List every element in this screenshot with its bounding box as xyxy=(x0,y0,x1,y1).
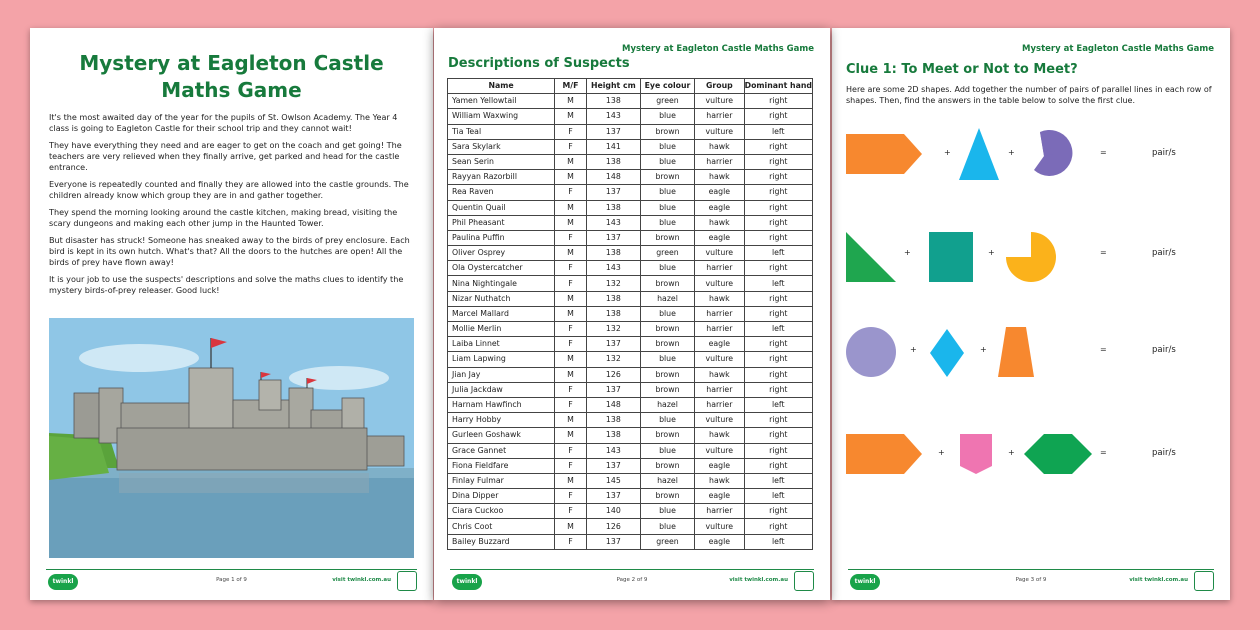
table-cell: harrier xyxy=(695,322,744,337)
column-header: Height cm xyxy=(586,79,640,94)
table-cell: brown xyxy=(640,230,694,245)
table-cell: F xyxy=(555,261,587,276)
table-cell: M xyxy=(555,215,587,230)
table-cell: right xyxy=(744,413,812,428)
table-cell: 137 xyxy=(586,534,640,549)
column-header: Name xyxy=(448,79,555,94)
table-cell: right xyxy=(744,382,812,397)
table-cell: eagle xyxy=(695,489,744,504)
table-cell: brown xyxy=(640,322,694,337)
plus-sign: + xyxy=(944,148,951,157)
page-2 xyxy=(434,28,830,600)
table-cell: Oliver Osprey xyxy=(448,246,555,261)
table-row xyxy=(448,473,813,488)
table-cell: M xyxy=(555,94,587,109)
table-cell: right xyxy=(744,154,812,169)
story-paragraph: It is your job to use the suspects' descriptions and solve the maths clues to identify the mystery birds-of-prey releaser. Good luck! xyxy=(49,274,404,295)
table-cell: brown xyxy=(640,489,694,504)
table-cell: right xyxy=(744,185,812,200)
table-cell: 145 xyxy=(586,473,640,488)
table-row xyxy=(448,397,813,412)
table-cell: blue xyxy=(640,215,694,230)
table-row xyxy=(448,276,813,291)
quality-badge-icon xyxy=(794,571,814,591)
table-row xyxy=(448,185,813,200)
table-cell: vulture xyxy=(695,352,744,367)
table-cell: 137 xyxy=(586,458,640,473)
table-cell: right xyxy=(744,519,812,534)
table-cell: 140 xyxy=(586,504,640,519)
twinkl-logo: twinkl xyxy=(452,574,482,590)
table-cell: F xyxy=(555,139,587,154)
table-cell: brown xyxy=(640,458,694,473)
table-cell: right xyxy=(744,504,812,519)
table-cell: hawk xyxy=(695,473,744,488)
table-cell: right xyxy=(744,170,812,185)
table-cell: F xyxy=(555,382,587,397)
table-cell: blue xyxy=(640,504,694,519)
table-row xyxy=(448,458,813,473)
circle-shape xyxy=(846,327,896,377)
column-header: M/F xyxy=(555,79,587,94)
table-cell: Mollie Merlin xyxy=(448,322,555,337)
table-cell: right xyxy=(744,261,812,276)
table-cell: 143 xyxy=(586,261,640,276)
table-row xyxy=(448,246,813,261)
table-cell: M xyxy=(555,306,587,321)
page-footer xyxy=(450,569,814,592)
table-cell: M xyxy=(555,291,587,306)
table-cell: F xyxy=(555,397,587,412)
table-cell: 126 xyxy=(586,367,640,382)
shape-row xyxy=(832,228,1230,288)
table-cell: Ola Oystercatcher xyxy=(448,261,555,276)
table-cell: green xyxy=(640,246,694,261)
table-cell: Tia Teal xyxy=(448,124,555,139)
table-cell: Harry Hobby xyxy=(448,413,555,428)
rhombus-shape xyxy=(930,329,964,377)
table-cell: Paulina Puffin xyxy=(448,230,555,245)
table-cell: hawk xyxy=(695,428,744,443)
table-cell: F xyxy=(555,276,587,291)
table-cell: 138 xyxy=(586,306,640,321)
table-cell: F xyxy=(555,124,587,139)
castle-illustration xyxy=(49,318,414,558)
table-cell: Rea Raven xyxy=(448,185,555,200)
table-cell: hawk xyxy=(695,291,744,306)
table-row xyxy=(448,428,813,443)
table-cell: M xyxy=(555,246,587,261)
table-row xyxy=(448,261,813,276)
triangle-shape xyxy=(959,128,999,180)
table-row xyxy=(448,306,813,321)
table-cell: blue xyxy=(640,200,694,215)
table-cell: F xyxy=(555,489,587,504)
table-cell: right xyxy=(744,291,812,306)
table-cell: F xyxy=(555,458,587,473)
table-cell: harrier xyxy=(695,382,744,397)
table-cell: 137 xyxy=(586,124,640,139)
table-cell: 137 xyxy=(586,489,640,504)
table-row xyxy=(448,382,813,397)
suspects-table-body xyxy=(448,94,813,550)
table-cell: M xyxy=(555,473,587,488)
table-row xyxy=(448,215,813,230)
table-cell: brown xyxy=(640,428,694,443)
table-cell: 138 xyxy=(586,291,640,306)
pentagon-shape xyxy=(960,434,992,474)
suspects-table xyxy=(447,78,813,550)
table-row xyxy=(448,367,813,382)
table-cell: Gurleen Goshawk xyxy=(448,428,555,443)
table-cell: Laiba Linnet xyxy=(448,337,555,352)
table-cell: right xyxy=(744,215,812,230)
page-footer xyxy=(848,569,1214,592)
story-text xyxy=(49,112,414,302)
table-cell: Chris Coot xyxy=(448,519,555,534)
table-cell: left xyxy=(744,397,812,412)
table-row xyxy=(448,200,813,215)
table-cell: left xyxy=(744,124,812,139)
table-cell: 132 xyxy=(586,322,640,337)
table-cell: blue xyxy=(640,154,694,169)
table-cell: 138 xyxy=(586,94,640,109)
table-cell: M xyxy=(555,200,587,215)
hexagon-shape xyxy=(1024,434,1092,474)
table-cell: 148 xyxy=(586,397,640,412)
table-cell: green xyxy=(640,534,694,549)
quality-badge-icon xyxy=(1194,571,1214,591)
page-footer xyxy=(46,569,417,592)
page-header: Mystery at Eagleton Castle Maths Game xyxy=(622,44,814,54)
table-cell: hazel xyxy=(640,473,694,488)
table-cell: M xyxy=(555,154,587,169)
story-paragraph: They spend the morning looking around the castle kitchen, making bread, visiting the scary dungeons and making each other jump in the Haunted Tower. xyxy=(49,207,398,228)
table-cell: vulture xyxy=(695,94,744,109)
table-cell: blue xyxy=(640,443,694,458)
table-cell: right xyxy=(744,306,812,321)
table-cell: right xyxy=(744,352,812,367)
table-row xyxy=(448,124,813,139)
table-cell: F xyxy=(555,443,587,458)
table-row xyxy=(448,154,813,169)
table-cell: Grace Gannet xyxy=(448,443,555,458)
table-cell: vulture xyxy=(695,443,744,458)
equals-sign: = xyxy=(1100,448,1107,457)
plus-sign: + xyxy=(980,345,987,354)
story-paragraph: Everyone is repeatedly counted and finally they are allowed into the castle grounds. The children already know which group they are in and gather together. xyxy=(49,179,409,200)
table-cell: 137 xyxy=(586,382,640,397)
answer-pairs-label: pair/s xyxy=(1152,148,1176,158)
clue-title: Clue 1: To Meet or Not to Meet? xyxy=(846,62,1078,77)
table-cell: left xyxy=(744,489,812,504)
table-cell: blue xyxy=(640,519,694,534)
table-cell: harrier xyxy=(695,261,744,276)
shape-row xyxy=(832,428,1230,488)
page-number: Page 3 of 9 xyxy=(1015,577,1047,583)
table-row xyxy=(448,504,813,519)
pentagon-arrow-shape xyxy=(846,434,922,474)
column-header: Group xyxy=(695,79,744,94)
table-cell: right xyxy=(744,109,812,124)
story-paragraph: But disaster has struck! Someone has sneaked away to the birds of prey enclosure. Each bird is kept in its own hutch. What's that? All the doors to the hutches are open! All the birds of prey have flown away! xyxy=(49,235,410,267)
table-cell: hawk xyxy=(695,170,744,185)
table-cell: left xyxy=(744,246,812,261)
equals-sign: = xyxy=(1100,345,1107,354)
table-cell: vulture xyxy=(695,246,744,261)
table-cell: F xyxy=(555,230,587,245)
table-cell: 138 xyxy=(586,413,640,428)
table-cell: left xyxy=(744,534,812,549)
table-cell: eagle xyxy=(695,458,744,473)
shape-row xyxy=(832,325,1230,385)
table-cell: hazel xyxy=(640,397,694,412)
table-cell: 132 xyxy=(586,352,640,367)
table-cell: 148 xyxy=(586,170,640,185)
table-row xyxy=(448,109,813,124)
table-cell: 141 xyxy=(586,139,640,154)
table-cell: brown xyxy=(640,337,694,352)
trapezium-shape xyxy=(998,327,1034,377)
plus-sign: + xyxy=(910,345,917,354)
story-paragraph: They have everything they need and are eager to get on the coach and get going! The teachers are very relieved when they finally arrive, get parked and head for the castle entrance. xyxy=(49,140,402,172)
table-cell: left xyxy=(744,473,812,488)
table-cell: Sean Serin xyxy=(448,154,555,169)
table-cell: Bailey Buzzard xyxy=(448,534,555,549)
table-cell: Finlay Fulmar xyxy=(448,473,555,488)
table-cell: Dina Dipper xyxy=(448,489,555,504)
table-cell: hawk xyxy=(695,367,744,382)
table-cell: M xyxy=(555,109,587,124)
table-cell: brown xyxy=(640,124,694,139)
table-cell: Rayyan Razorbill xyxy=(448,170,555,185)
table-cell: green xyxy=(640,94,694,109)
table-cell: blue xyxy=(640,261,694,276)
table-cell: Sara Skylark xyxy=(448,139,555,154)
table-cell: vulture xyxy=(695,124,744,139)
answer-pairs-label: pair/s xyxy=(1152,345,1176,355)
table-cell: M xyxy=(555,428,587,443)
answer-pairs-label: pair/s xyxy=(1152,448,1176,458)
table-cell: Ciara Cuckoo xyxy=(448,504,555,519)
table-cell: Quentin Quail xyxy=(448,200,555,215)
table-cell: vulture xyxy=(695,413,744,428)
table-cell: Yamen Yellowtail xyxy=(448,94,555,109)
page-number: Page 2 of 9 xyxy=(616,577,648,583)
table-cell: F xyxy=(555,504,587,519)
section-heading: Descriptions of Suspects xyxy=(448,56,630,71)
table-cell: F xyxy=(555,185,587,200)
page-header: Mystery at Eagleton Castle Maths Game xyxy=(1022,44,1214,54)
table-cell: brown xyxy=(640,367,694,382)
table-row xyxy=(448,519,813,534)
right-triangle-shape xyxy=(846,232,896,282)
table-cell: blue xyxy=(640,139,694,154)
table-cell: brown xyxy=(640,276,694,291)
table-cell: 137 xyxy=(586,337,640,352)
pentagon-arrow-shape xyxy=(846,134,922,174)
table-cell: Fiona Fieldfare xyxy=(448,458,555,473)
table-cell: brown xyxy=(640,170,694,185)
table-cell: Nina Nightingale xyxy=(448,276,555,291)
table-cell: left xyxy=(744,322,812,337)
table-cell: blue xyxy=(640,109,694,124)
table-cell: Julia Jackdaw xyxy=(448,382,555,397)
table-cell: Nizar Nuthatch xyxy=(448,291,555,306)
table-cell: 132 xyxy=(586,276,640,291)
table-row xyxy=(448,352,813,367)
column-header: Eye colour xyxy=(640,79,694,94)
table-cell: eagle xyxy=(695,230,744,245)
table-row xyxy=(448,443,813,458)
table-cell: right xyxy=(744,458,812,473)
table-cell: M xyxy=(555,519,587,534)
table-cell: hawk xyxy=(695,215,744,230)
table-cell: blue xyxy=(640,352,694,367)
table-cell: Phil Pheasant xyxy=(448,215,555,230)
table-cell: eagle xyxy=(695,534,744,549)
story-paragraph: It's the most awaited day of the year for the pupils of St. Owlson Academy. The Year 4 class is going to Eagleton Castle for their school trip and they cannot wait! xyxy=(49,112,398,133)
table-cell: Liam Lapwing xyxy=(448,352,555,367)
table-cell: M xyxy=(555,413,587,428)
table-cell: Marcel Mallard xyxy=(448,306,555,321)
table-cell: right xyxy=(744,337,812,352)
table-cell: hawk xyxy=(695,139,744,154)
table-cell: M xyxy=(555,352,587,367)
table-cell: 138 xyxy=(586,154,640,169)
website-link[interactable]: visit twinkl.com.au xyxy=(729,577,788,583)
table-cell: 137 xyxy=(586,185,640,200)
twinkl-logo: twinkl xyxy=(850,574,880,590)
table-cell: M xyxy=(555,170,587,185)
table-cell: F xyxy=(555,534,587,549)
cut-circle-shape xyxy=(1030,128,1076,180)
table-cell: 138 xyxy=(586,200,640,215)
equals-sign: = xyxy=(1100,148,1107,157)
table-cell: blue xyxy=(640,306,694,321)
table-cell: 137 xyxy=(586,230,640,245)
table-cell: 126 xyxy=(586,519,640,534)
table-cell: M xyxy=(555,367,587,382)
page-1 xyxy=(30,28,433,600)
table-cell: hazel xyxy=(640,291,694,306)
column-header: Dominant hand xyxy=(744,79,812,94)
table-cell: harrier xyxy=(695,306,744,321)
table-cell: Jian Jay xyxy=(448,367,555,382)
plus-sign: + xyxy=(988,248,995,257)
table-cell: F xyxy=(555,337,587,352)
twinkl-logo: twinkl xyxy=(48,574,78,590)
page-title: Mystery at Eagleton Castle Maths Game xyxy=(79,51,384,102)
table-row xyxy=(448,337,813,352)
table-cell: right xyxy=(744,443,812,458)
table-cell: William Waxwing xyxy=(448,109,555,124)
table-cell: right xyxy=(744,428,812,443)
table-cell: blue xyxy=(640,413,694,428)
table-row xyxy=(448,139,813,154)
table-cell: right xyxy=(744,200,812,215)
table-cell: F xyxy=(555,322,587,337)
table-cell: harrier xyxy=(695,154,744,169)
website-link[interactable]: visit twinkl.com.au xyxy=(1129,577,1188,583)
table-cell: right xyxy=(744,367,812,382)
table-cell: blue xyxy=(640,185,694,200)
table-cell: 143 xyxy=(586,443,640,458)
equals-sign: = xyxy=(1100,248,1107,257)
table-cell: eagle xyxy=(695,200,744,215)
table-header-row xyxy=(448,79,813,94)
pie-shape xyxy=(1006,232,1056,282)
table-row xyxy=(448,413,813,428)
table-cell: eagle xyxy=(695,337,744,352)
table-cell: 143 xyxy=(586,109,640,124)
plus-sign: + xyxy=(1008,148,1015,157)
website-link[interactable]: visit twinkl.com.au xyxy=(332,577,391,583)
table-cell: harrier xyxy=(695,504,744,519)
table-row xyxy=(448,534,813,549)
table-cell: 143 xyxy=(586,215,640,230)
table-cell: vulture xyxy=(695,519,744,534)
table-cell: Harnam Hawfinch xyxy=(448,397,555,412)
table-cell: eagle xyxy=(695,185,744,200)
shape-row xyxy=(832,128,1230,188)
table-cell: harrier xyxy=(695,397,744,412)
square-shape xyxy=(929,232,973,282)
table-cell: 138 xyxy=(586,246,640,261)
table-row xyxy=(448,230,813,245)
quality-badge-icon xyxy=(397,571,417,591)
table-cell: harrier xyxy=(695,109,744,124)
table-cell: brown xyxy=(640,382,694,397)
clue-instructions: Here are some 2D shapes. Add together the number of pairs of parallel lines in each row of shapes. Then, find the answers in the table below to solve the first clue. xyxy=(846,85,1212,105)
page-number: Page 1 of 9 xyxy=(216,577,247,583)
table-row xyxy=(448,322,813,337)
table-cell: right xyxy=(744,139,812,154)
page-3 xyxy=(832,28,1230,600)
plus-sign: + xyxy=(904,248,911,257)
table-row xyxy=(448,291,813,306)
table-row xyxy=(448,170,813,185)
table-cell: right xyxy=(744,94,812,109)
table-cell: vulture xyxy=(695,276,744,291)
table-cell: 138 xyxy=(586,428,640,443)
table-row xyxy=(448,94,813,109)
table-cell: left xyxy=(744,276,812,291)
answer-pairs-label: pair/s xyxy=(1152,248,1176,258)
plus-sign: + xyxy=(938,448,945,457)
table-cell: right xyxy=(744,230,812,245)
plus-sign: + xyxy=(1008,448,1015,457)
table-row xyxy=(448,489,813,504)
